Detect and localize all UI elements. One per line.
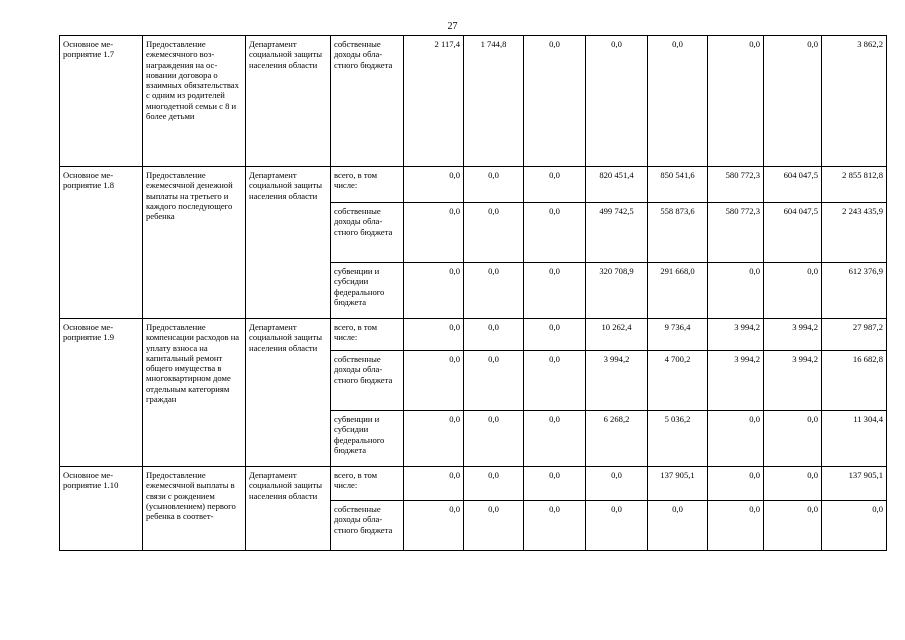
value-cell: 0,0 <box>524 263 586 319</box>
value-cell: 0,0 <box>524 36 586 167</box>
value-cell: 0,0 <box>404 351 464 411</box>
value-cell: 0,0 <box>404 467 464 501</box>
table-row <box>60 467 887 501</box>
value-cell: 850 541,6 <box>648 167 708 203</box>
value-cell: 0,0 <box>464 351 524 411</box>
value-cell: 0,0 <box>648 36 708 167</box>
activity-cell: Основное мероприятие 1.9 <box>60 319 143 467</box>
value-cell: 0,0 <box>708 501 764 551</box>
funding-source-cell: собственные доходы областного бюджета <box>331 351 404 411</box>
value-cell: 0,0 <box>524 467 586 501</box>
value-cell: 2 243 435,9 <box>822 203 887 263</box>
table-body <box>60 36 887 551</box>
value-cell: 5 036,2 <box>648 411 708 467</box>
funding-source-cell: субвенции и субсидии федерального бюджета <box>331 411 404 467</box>
value-cell: 3 994,2 <box>764 319 822 351</box>
department-cell: Департамент социальной защиты населения области <box>246 467 331 551</box>
value-cell: 0,0 <box>464 203 524 263</box>
value-cell: 0,0 <box>404 263 464 319</box>
value-cell: 2 855 812,8 <box>822 167 887 203</box>
funding-source-cell: собственные доходы областного бюджета <box>331 203 404 263</box>
value-cell: 4 700,2 <box>648 351 708 411</box>
value-cell: 0,0 <box>648 501 708 551</box>
value-cell: 0,0 <box>764 263 822 319</box>
value-cell: 3 994,2 <box>708 351 764 411</box>
value-cell: 320 708,9 <box>586 263 648 319</box>
value-cell: 16 682,8 <box>822 351 887 411</box>
value-cell: 0,0 <box>764 467 822 501</box>
value-cell: 0,0 <box>524 319 586 351</box>
value-cell: 0,0 <box>464 411 524 467</box>
table-row <box>60 319 887 351</box>
value-cell: 820 451,4 <box>586 167 648 203</box>
department-cell: Департамент социальной защиты населения области <box>246 36 331 167</box>
value-cell: 0,0 <box>464 167 524 203</box>
page-number: 27 <box>447 21 458 32</box>
value-cell: 0,0 <box>404 411 464 467</box>
value-cell: 2 117,4 <box>404 36 464 167</box>
value-cell: 0,0 <box>586 36 648 167</box>
description-cell: Предоставление ежемесячной выплаты в связи с рождением (усыновлением) первого ребенка в соответ- <box>143 467 246 551</box>
value-cell: 0,0 <box>822 501 887 551</box>
value-cell: 0,0 <box>464 319 524 351</box>
value-cell: 612 376,9 <box>822 263 887 319</box>
value-cell: 0,0 <box>404 319 464 351</box>
value-cell: 0,0 <box>764 36 822 167</box>
value-cell: 0,0 <box>708 36 764 167</box>
value-cell: 27 987,2 <box>822 319 887 351</box>
value-cell: 0,0 <box>708 467 764 501</box>
value-cell: 0,0 <box>524 501 586 551</box>
activity-cell: Основное мероприятие 1.8 <box>60 167 143 319</box>
value-cell: 0,0 <box>586 501 648 551</box>
value-cell: 580 772,3 <box>708 203 764 263</box>
description-cell: Предоставление ежемесячной денежной выплаты на третьего и каждого последующего ребенка <box>143 167 246 319</box>
table-row <box>60 167 887 203</box>
value-cell: 291 668,0 <box>648 263 708 319</box>
value-cell: 3 994,2 <box>708 319 764 351</box>
value-cell: 0,0 <box>586 467 648 501</box>
value-cell: 9 736,4 <box>648 319 708 351</box>
value-cell: 499 742,5 <box>586 203 648 263</box>
value-cell: 0,0 <box>404 203 464 263</box>
value-cell: 604 047,5 <box>764 167 822 203</box>
budget-table <box>59 35 887 551</box>
value-cell: 6 268,2 <box>586 411 648 467</box>
value-cell: 11 304,4 <box>822 411 887 467</box>
value-cell: 0,0 <box>464 467 524 501</box>
funding-source-cell: субвенции и субсидии федерального бюджета <box>331 263 404 319</box>
description-cell: Предоставление компенсации расходов на уплату взноса на капитальный ремонт общего имущества в многоквартирном доме отдельным категориям граждан <box>143 319 246 467</box>
value-cell: 0,0 <box>464 263 524 319</box>
description-cell: Предоставление ежемесячного вознаграждения на основании договора о взаимных обязательствах с одним из родителей многодетной семьи с 8 и более детьми <box>143 36 246 167</box>
value-cell: 3 994,2 <box>586 351 648 411</box>
value-cell: 0,0 <box>524 203 586 263</box>
value-cell: 0,0 <box>404 501 464 551</box>
value-cell: 0,0 <box>764 501 822 551</box>
value-cell: 137 905,1 <box>822 467 887 501</box>
value-cell: 0,0 <box>524 411 586 467</box>
value-cell: 3 994,2 <box>764 351 822 411</box>
value-cell: 1 744,8 <box>464 36 524 167</box>
funding-source-cell: собственные доходы областного бюджета <box>331 501 404 551</box>
value-cell: 3 862,2 <box>822 36 887 167</box>
department-cell: Департамент социальной защиты населения области <box>246 167 331 319</box>
department-cell: Департамент социальной защиты населения области <box>246 319 331 467</box>
value-cell: 10 262,4 <box>586 319 648 351</box>
value-cell: 137 905,1 <box>648 467 708 501</box>
value-cell: 0,0 <box>404 167 464 203</box>
value-cell: 604 047,5 <box>764 203 822 263</box>
funding-source-cell: всего, в том числе: <box>331 319 404 351</box>
value-cell: 0,0 <box>764 411 822 467</box>
activity-cell: Основное мероприятие 1.10 <box>60 467 143 551</box>
value-cell: 0,0 <box>524 351 586 411</box>
value-cell: 0,0 <box>708 263 764 319</box>
funding-source-cell: всего, в том числе: <box>331 167 404 203</box>
funding-source-cell: всего, в том числе: <box>331 467 404 501</box>
funding-source-cell: собственные доходы областного бюджета <box>331 36 404 167</box>
value-cell: 0,0 <box>464 501 524 551</box>
value-cell: 558 873,6 <box>648 203 708 263</box>
table-row <box>60 36 887 167</box>
value-cell: 580 772,3 <box>708 167 764 203</box>
activity-cell: Основное мероприятие 1.7 <box>60 36 143 167</box>
value-cell: 0,0 <box>708 411 764 467</box>
value-cell: 0,0 <box>524 167 586 203</box>
